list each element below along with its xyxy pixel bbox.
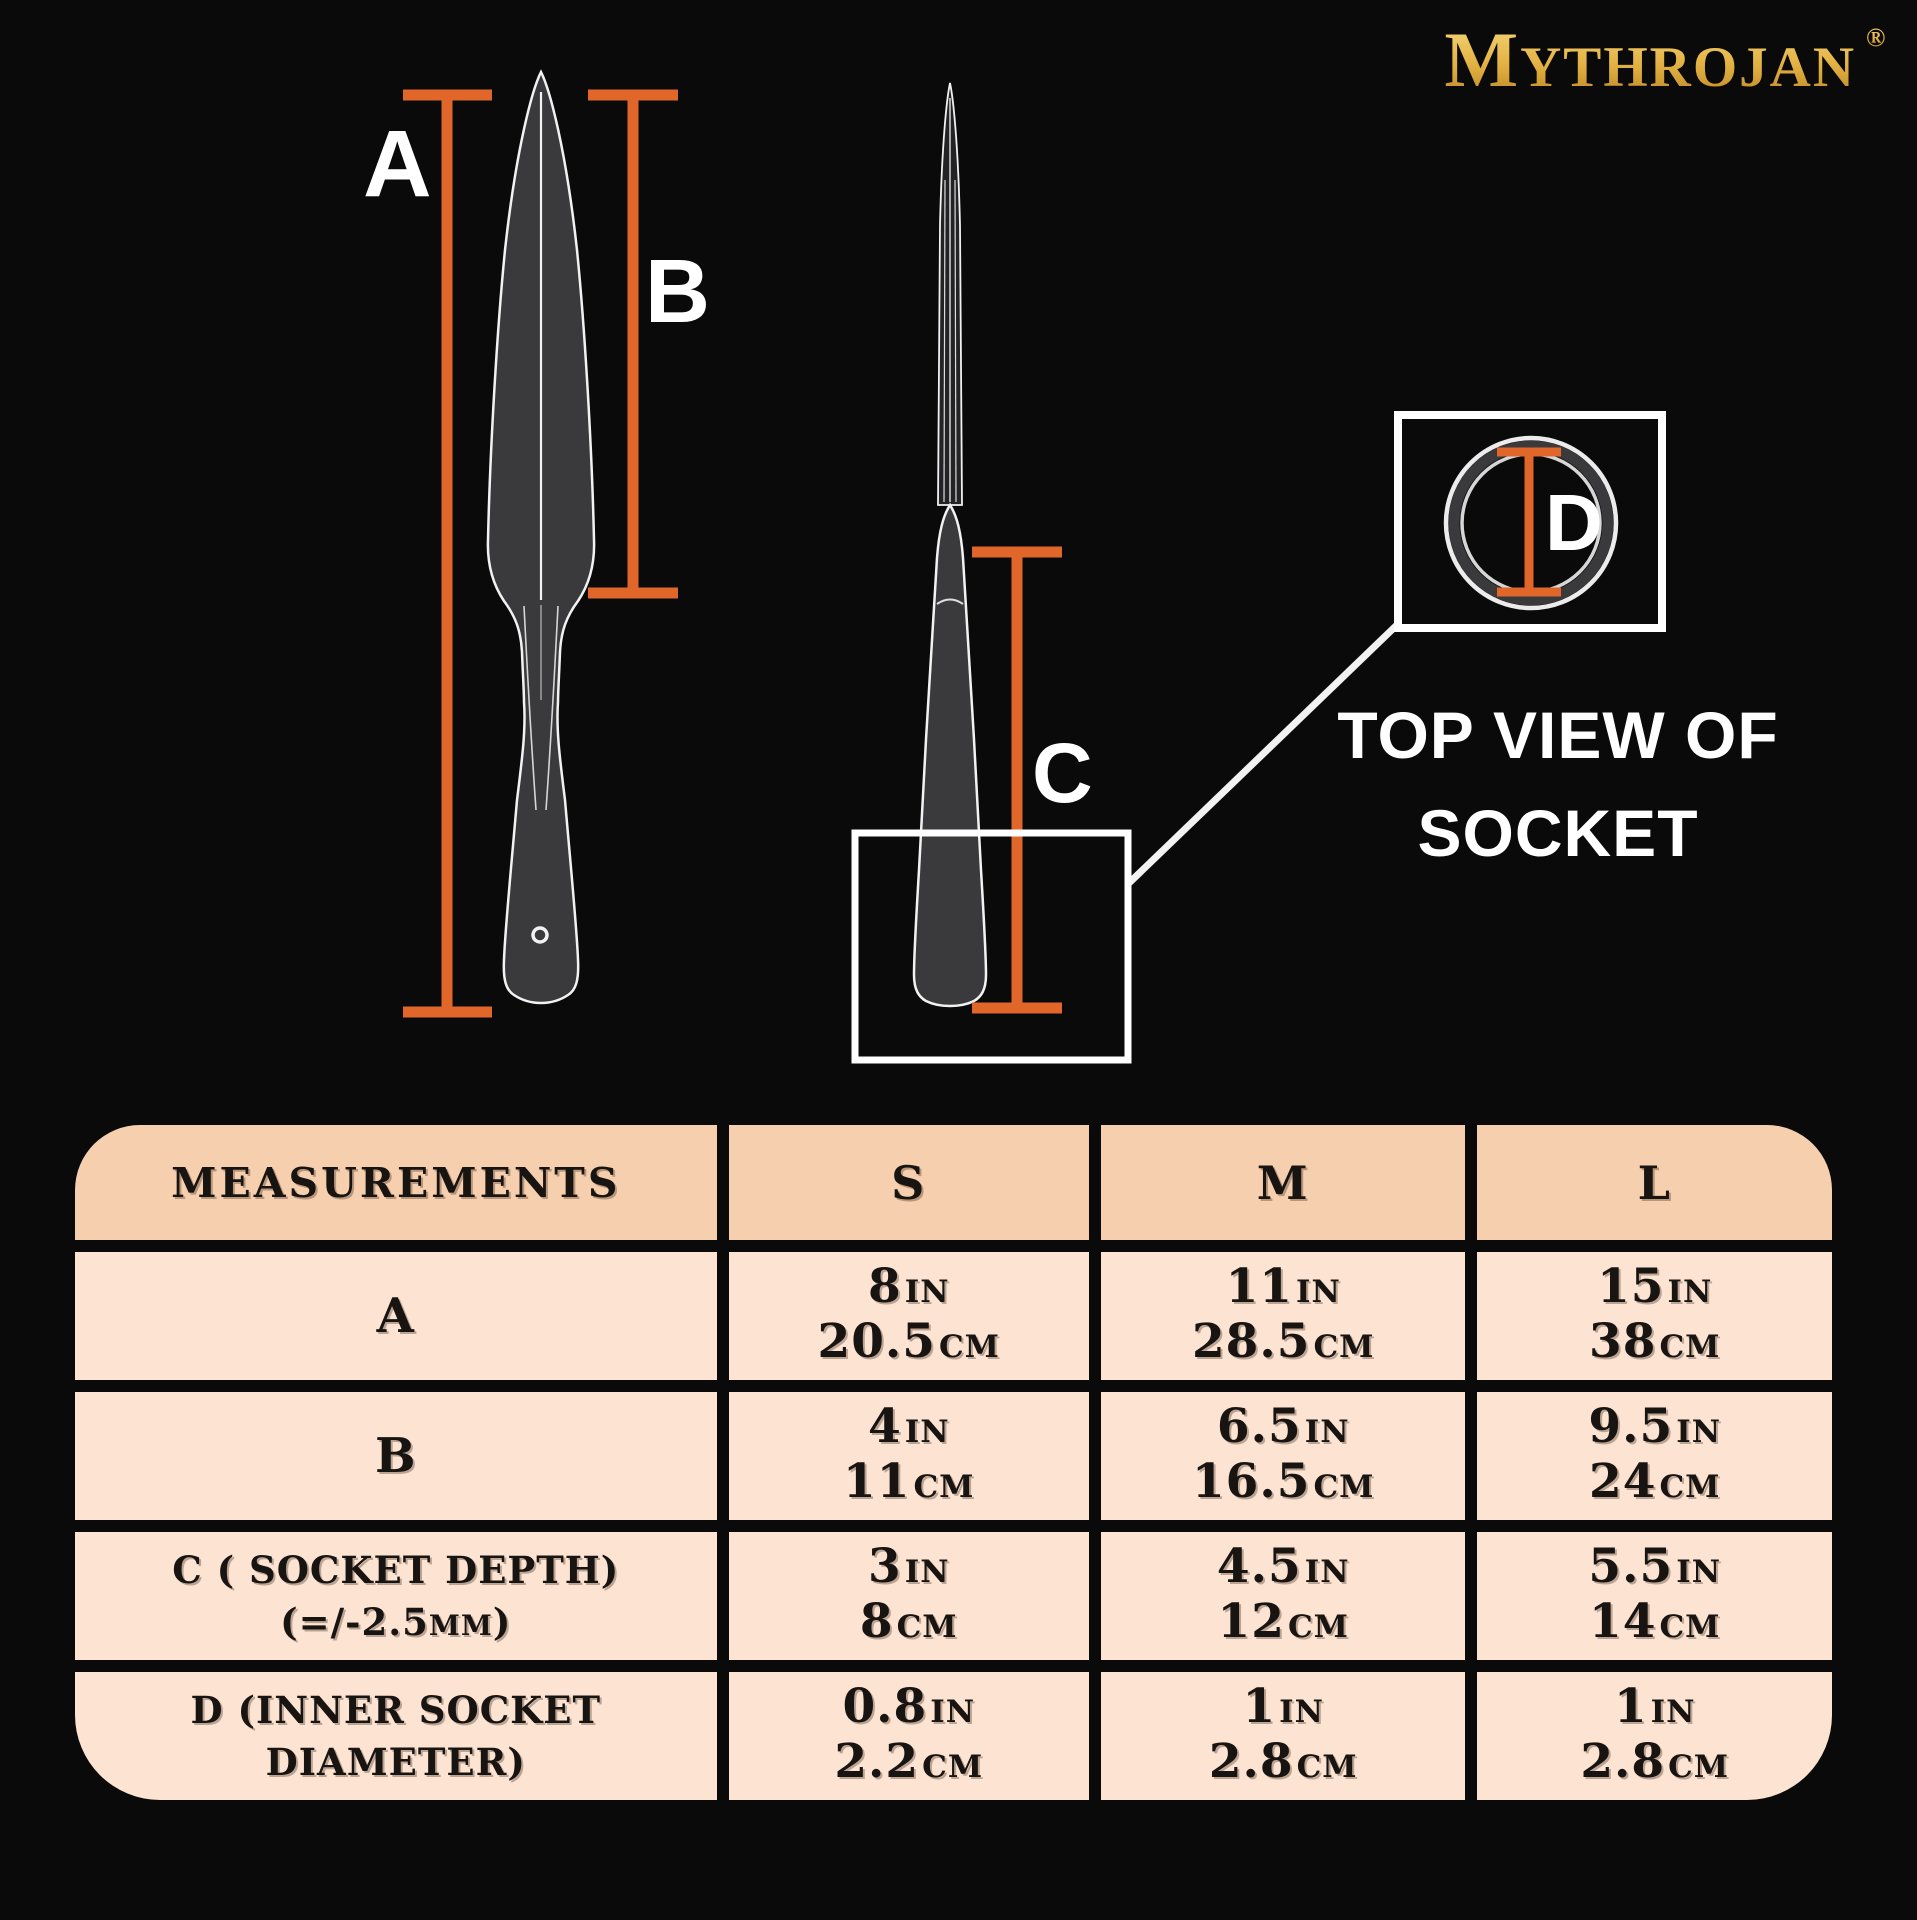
unit-cm: CM: [939, 1329, 1000, 1365]
unit-in: IN: [1676, 1554, 1722, 1590]
unit-cm: CM: [1659, 1609, 1721, 1645]
value-c-m-cm: 12: [1217, 1594, 1285, 1649]
row-c-label-subtext: [280, 1600, 511, 1644]
value-d-s-in: 0.8: [842, 1679, 928, 1734]
value-a-s-cm: 20.5: [817, 1314, 936, 1369]
value-a-l-cm: 38: [1589, 1314, 1657, 1369]
unit-in: IN: [930, 1694, 976, 1730]
measurement-line-a: [363, 95, 492, 1012]
unit-cm: CM: [913, 1469, 975, 1505]
unit-in: IN: [1676, 1414, 1722, 1450]
caption-top-view-line1: TOP VIEW OF: [1337, 698, 1779, 772]
unit-in: IN: [904, 1414, 950, 1450]
cell-d-s: [729, 1672, 1089, 1800]
value-a-s-in: 8: [867, 1259, 902, 1314]
row-d-label-text: D (INNER SOCKET: [190, 1688, 602, 1732]
unit-cm: CM: [1287, 1609, 1349, 1645]
row-d-label: [75, 1672, 717, 1800]
value-c-l-cm: 14: [1589, 1594, 1657, 1649]
cell-d-m: [1101, 1672, 1465, 1800]
value-a-m-in: 11: [1225, 1259, 1294, 1314]
label-b: B: [645, 242, 710, 342]
measurement-line-b: [588, 95, 710, 593]
value-a-m-cm: 28.5: [1191, 1314, 1311, 1369]
value-d-l-cm: 2.8: [1580, 1734, 1666, 1789]
value-d-l-in: 1: [1613, 1679, 1648, 1734]
value-d-s-cm: 2.2: [834, 1734, 920, 1789]
row-c-label: [75, 1532, 717, 1660]
value-a-l-in: 15: [1597, 1259, 1665, 1314]
row-c-sub-pre: (=/-2.5: [280, 1600, 429, 1644]
value-c-s-in: 3: [867, 1539, 902, 1594]
cell-c-s: [729, 1532, 1089, 1660]
row-a-label-text: A: [376, 1288, 415, 1344]
cell-a-s: [729, 1252, 1089, 1380]
cell-b-s: [729, 1392, 1089, 1520]
size-table: [75, 1125, 1832, 1800]
socket-focus-box: [855, 833, 1128, 1060]
cell-a-m: [1101, 1252, 1465, 1380]
registered-mark-icon: ®: [1866, 23, 1888, 52]
row-d-sub-pre: DIAMETER): [265, 1740, 526, 1784]
value-b-m-in: 6.5: [1216, 1399, 1302, 1454]
value-d-m-cm: 2.8: [1208, 1734, 1294, 1789]
cell-b-m: [1101, 1392, 1465, 1520]
label-d: D: [1545, 478, 1603, 567]
value-b-s-cm: 11: [843, 1454, 911, 1509]
value-b-l-cm: 24: [1589, 1454, 1657, 1509]
socket-top-view: [1337, 438, 1778, 870]
cell-c-l: [1477, 1532, 1832, 1660]
table-header-s: S: [729, 1125, 1089, 1240]
row-b-label-text: B: [374, 1428, 417, 1484]
brand-logo-text: [1445, 16, 1856, 103]
unit-cm: CM: [1313, 1329, 1375, 1365]
row-c-sub-post: ): [492, 1600, 512, 1644]
unit-in: IN: [1650, 1694, 1696, 1730]
value-b-m-cm: 16.5: [1191, 1454, 1311, 1509]
value-b-s-in: 4: [867, 1399, 902, 1454]
unit-cm: CM: [922, 1749, 984, 1785]
unit-in: IN: [1667, 1274, 1713, 1310]
unit-in: IN: [1296, 1274, 1341, 1310]
row-b-label: [75, 1392, 717, 1520]
value-d-m-in: 1: [1242, 1679, 1277, 1734]
unit-cm: CM: [1313, 1469, 1375, 1505]
table-header-m: M: [1101, 1125, 1465, 1240]
value-c-l-in: 5.5: [1588, 1539, 1674, 1594]
unit-cm: CM: [1296, 1749, 1358, 1785]
value-c-s-cm: 8: [859, 1594, 894, 1649]
unit-cm: CM: [1659, 1329, 1721, 1365]
row-c-sub-small: MM: [428, 1609, 493, 1642]
unit-in: IN: [1304, 1554, 1350, 1590]
table-header-l: L: [1477, 1125, 1832, 1240]
brand-initial: M: [1444, 16, 1521, 103]
label-c: C: [1032, 726, 1093, 820]
row-c-label-text: C ( SOCKET DEPTH): [172, 1548, 620, 1592]
unit-in: IN: [904, 1554, 950, 1590]
caption-top-view-line2: SOCKET: [1417, 796, 1699, 870]
cell-d-l: [1477, 1672, 1832, 1800]
row-a-label: [75, 1252, 717, 1380]
unit-cm: CM: [1668, 1749, 1730, 1785]
row-d-label-subtext: [266, 1740, 526, 1784]
value-b-l-in: 9.5: [1588, 1399, 1674, 1454]
cell-c-m: [1101, 1532, 1465, 1660]
brand-logo: [1445, 16, 1888, 103]
side-socket-cone: [914, 505, 986, 1006]
unit-in: IN: [1279, 1694, 1324, 1730]
unit-in: IN: [1304, 1414, 1350, 1450]
unit-cm: CM: [1659, 1469, 1721, 1505]
table-header-measurements: MEASUREMENTS: [75, 1125, 717, 1240]
cell-b-l: [1477, 1392, 1832, 1520]
measurement-line-c: [972, 552, 1093, 1008]
value-c-m-in: 4.5: [1216, 1539, 1302, 1594]
label-a: A: [363, 111, 432, 217]
unit-in: IN: [904, 1274, 950, 1310]
cell-a-l: [1477, 1252, 1832, 1380]
unit-cm: CM: [896, 1609, 958, 1645]
spearhead-side-view: [914, 83, 986, 1006]
spearhead-front-view: [488, 72, 594, 1003]
brand-rest: YTHROJAN: [1520, 36, 1856, 99]
